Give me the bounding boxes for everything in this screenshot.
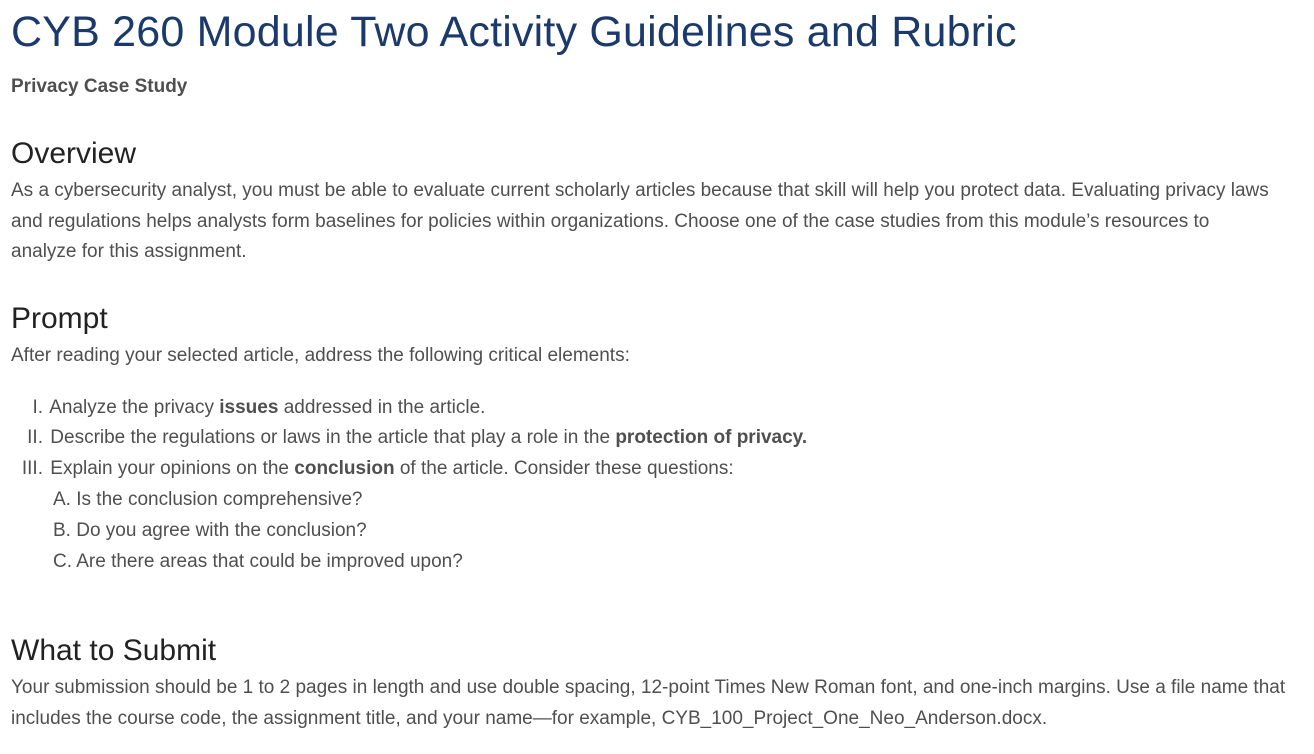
list-item-number: II.: [27, 427, 43, 448]
list-item-text-end: addressed in the article.: [278, 397, 486, 418]
list-item: [11, 427, 807, 449]
prompt-heading: Prompt: [11, 302, 108, 335]
sub-list-item-number: B.: [53, 520, 71, 541]
list-item-emphasis: issues: [219, 397, 279, 418]
submit-paragraph: Your submission should be 1 to 2 pages in length and use double spacing, 12-point Times New Roman font, and one-inch margins. Use a file name that includes the course code, the assignment title, and your name—for example, CYB_100_Project_One_Neo_Anderson.docx.: [11, 677, 1286, 729]
overview-paragraph: As a cybersecurity analyst, you must be able to evaluate current scholarly articles because that skill will help you protect data. Evaluating privacy laws and regulations helps analysts form baselines for policies within organizations. Choose one of the case studies from this module’s resources to analyze for this assignment.: [11, 180, 1269, 262]
list-item-text: Analyze the privacy: [49, 397, 220, 418]
page-subtitle: Privacy Case Study: [11, 76, 188, 97]
sub-list-item-text: Do you agree with the conclusion?: [76, 520, 367, 541]
sub-list-item-number: C.: [53, 551, 72, 572]
list-item: [11, 397, 485, 419]
list-item-text: Describe the regulations or laws in the article that play a role in the: [50, 427, 616, 448]
sub-list-item-text: Are there areas that could be improved upon?: [76, 551, 463, 572]
list-item-text: Explain your opinions on the: [50, 458, 295, 479]
sub-list-item-text: Is the conclusion comprehensive?: [76, 489, 363, 510]
list-item-number: I.: [32, 397, 43, 418]
submit-heading: What to Submit: [11, 634, 217, 667]
prompt-intro: After reading your selected article, address the following critical elements:: [11, 345, 630, 366]
list-item-number: III.: [21, 458, 43, 479]
list-item-emphasis: conclusion: [294, 458, 395, 479]
list-item: [11, 458, 734, 480]
sub-list-item: [53, 551, 463, 573]
page-title: CYB 260 Module Two Activity Guidelines and Rubric: [11, 8, 1017, 56]
list-item-text-end: of the article. Consider these questions:: [394, 458, 734, 479]
sub-list-item: [53, 520, 367, 542]
list-item-emphasis: protection of privacy.: [615, 427, 808, 448]
overview-heading: Overview: [11, 137, 137, 170]
sub-list-item: [53, 489, 362, 511]
sub-list-item-number: A.: [53, 489, 71, 510]
